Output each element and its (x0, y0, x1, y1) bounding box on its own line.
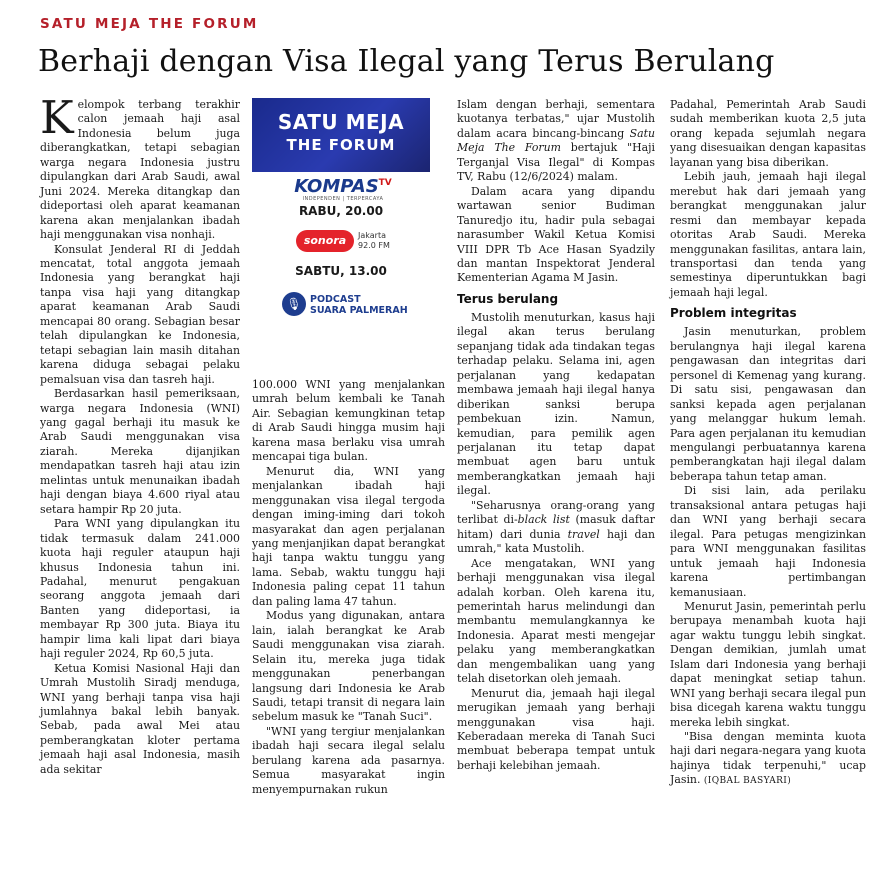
paragraph: Jasin menuturkan, problem berulangnya haji ilegal karena pengawasan dan integritas dari personel di Kemenag yang kurang. Di satu sisi, pengawasan dan sanksi kepada agen perjalanan yang melanggar hukum lemah. Para agen perjalanan itu kemudian mengulangi perbuatannya karena pemberangkatan haji ilegal dalam beberapa tahun tetap aman. (670, 325, 866, 483)
logo-line-1: SATU MEJA (277, 110, 405, 134)
paragraph: Menurut Jasin, pemerintah perlu berupaya menambah kuota haji agar waktu tunggu lebih singkat. Dengan demikian, jumlah umat Islam dari Indonesia yang berhaji dapat meningkat setiap tahun. WNI yang berhaji secara ilegal pun bisa dicegah karena waktu tunggu mereka lebih singkat. (670, 599, 866, 729)
paragraph: Dalam acara yang dipandu wartawan senior Budiman Tanuredjo itu, hadir pula sebagai narasumber Wakil Ketua Komisi VIII DPR Tb Ace Hasan Syadzily dan mantan Inspektorat Jenderal Kementerian Agama M Jasin. (457, 184, 655, 285)
kompas-tv-text: TV (378, 178, 392, 188)
paragraph: Berdasarkan hasil pemeriksaan, warga negara Indonesia (WNI) yang gagal berhaji itu masuk ke Arab Saudi menggunakan visa ziarah. Mereka dijanjikan mendapatkan tasreh haji atau izin melintas untuk menunaikan ibadah haji dengan biaya 4.600 riyal atau setara hampir Rp 20 juta. (40, 387, 240, 516)
tv-schedule: RABU, 20.00 (298, 204, 384, 218)
program-promo-box (252, 98, 430, 324)
paragraph: Para WNI yang dipulangkan itu tidak termasuk dalam 241.000 kuota haji reguler ataupun haji khusus Indonesia tahun ini. Padahal, menurut pengakuan seorang anggota jemaah dari Banten yang dideportasi, ia membayar Rp 300 juta. Biaya itu hampir lima kali lipat dari biaya haji reguler 2024, Rp 60,5 juta. (40, 517, 240, 661)
logo-line-2: THE FORUM (286, 136, 396, 154)
paragraph: Mustolih menuturkan, kasus haji ilegal akan terus berulang sepanjang tidak ada tindakan tegas terhadap pelaku. Selama ini, agen perjalanan yang kedapatan membawa jemaah haji ilegal hanya diberikan sanksi berupa pembekuan izin. Namun, kemudian, para pemilik agen perjalanan itu tetap dapat membuat agen baru untuk memberangkatkan jemaah haji ilegal. (457, 310, 655, 498)
text-run: "Bisa dengan meminta kuota haji dari negara-negara yang kuota hajinya tidak terpenuhi," ucap Jasin. (670, 730, 866, 787)
program-title-italic: Satu Meja The Forum (457, 126, 655, 155)
paragraph (457, 98, 655, 185)
subheading: Terus berulang (457, 291, 559, 306)
satu-meja-logo (252, 98, 430, 172)
paragraph: Padahal, Pemerintah Arab Saudi sudah memberikan kuota 2,5 juta orang kepada sejumlah negara yang disesuaikan dengan kapasitas layanan yang bisa diberikan. (670, 98, 866, 169)
text-run: Islam dengan berhaji, sementara kuotanya terbatas," ujar Mustolih dalam acara bincang-bincang (457, 98, 655, 140)
sonora-logo: sonora (296, 230, 354, 252)
paragraph: Menurut dia, WNI yang menjalankan ibadah haji menggunakan visa ilegal tergoda dengan iming-iming dari tokoh masyarakat dan agen perjalanan yang menjanjikan dapat berangkat haji tanpa waktu tunggu yang lama. Sebab, waktu tunggu haji Indonesia paling cepat 11 tahun dan paling lama 47 tahun. (252, 464, 445, 608)
paragraph: 100.000 WNI yang menjalankan umrah belum kembali ke Tanah Air. Sebagian kemungkinan tetap di Arab Saudi hingga musim haji karena masa berlaku visa umrah mencapai tiga bulan. (252, 378, 445, 464)
kompas-tv-logo (288, 176, 398, 197)
text-run: haji dan umrah," kata Mustolih. (457, 527, 655, 556)
paragraph: Ace mengatakan, WNI yang berhaji menggunakan visa ilegal adalah korban. Oleh karena itu, pemerintah harus melindungi dan membantu memulangkannya ke Indonesia. Aparat mesti mengejar pelaku yang memberangkatkan dan mengembalikan uang yang telah disetorkan oleh jemaah. (457, 556, 655, 686)
paragraph: Modus yang digunakan, antara lain, ialah berangkat ke Arab Saudi menggunakan visa ziarah. Selain itu, mereka juga tidak menggunakan penerbangan langsung dari Indonesia ke Arab Saudi, tetapi transit di negara lain sebelum masuk ke "Tanah Suci". (252, 609, 445, 724)
italic-term: black list (517, 513, 570, 527)
paragraph (457, 499, 655, 557)
paragraph-text: elompok terbang terakhir calon jemaah haji asal Indonesia belum juga diberangkatkan, tetapi sebagian warga negara Indonesia justru dipulangkan dari Arab Saudi, awal Juni 2024. Mereka ditangkap dan dideportasi oleh aparat keamanan karena akan menjalankan ibadah haji menggunakan visa nonhaji. (40, 98, 240, 242)
section-rubric: SATU MEJA THE FORUM (40, 16, 259, 32)
podcast-badge (282, 292, 430, 320)
paragraph: Konsulat Jenderal RI di Jeddah mencatat, total anggota jemaah Indonesia yang berangkat haji tanpa visa haji yang ditangkap aparat keamanan Arab Saudi mencapai 80 orang. Sebagian besar telah dipulangkan ke Indonesia, tetapi sebagian lain masih ditahan karena diduga sebagai pelaku pemalsuan visa dan tasreh haji. (40, 242, 240, 386)
article-column-1 (40, 91, 240, 777)
article-column-2 (252, 378, 445, 797)
paragraph: Lebih jauh, jemaah haji ilegal merebut hak dari jemaah yang berangkat menggunakan jalur resmi dan membayar kepada otoritas Arab Saudi. Mereka menggunakan fasilitas, antara lain, transportasi dan tenda yang semestinya diperuntukkan bagi jemaah haji legal. (670, 170, 866, 299)
podcast-label (310, 294, 408, 316)
text-run: "Seharusnya orang-orang yang terlibat di- (457, 498, 655, 527)
author-credit: (IQBAL BASYARI) (703, 776, 792, 787)
lead-paragraph (40, 91, 240, 243)
paragraph (670, 730, 866, 789)
podcast-line-1: PODCAST (310, 294, 361, 305)
article-column-4 (670, 98, 866, 789)
sonora-frequency (358, 231, 390, 251)
text-run: bertajuk "Haji Terganjal Visa Ilegal" di Kompas TV, Rabu (12/6/2024) malam. (457, 141, 655, 184)
paragraph: Di sisi lain, ada perilaku transaksional antara petugas haji dan WNI yang berhaji secara ilegal. Para petugas mengizinkan para WNI menggunakan fasilitas untuk jemaah haji Indonesia karena pertimbangan kemanusiaan. (670, 484, 866, 599)
text-run: (masuk daftar hitam) dari dunia (457, 513, 655, 541)
article-headline: Berhaji dengan Visa Ilegal yang Terus Berulang (38, 44, 775, 79)
podcast-icon: 🎙 (282, 292, 306, 316)
sonora-freq-text: 92.0 FM (358, 241, 390, 250)
paragraph: Menurut dia, jemaah haji ilegal merugikan jemaah yang berhaji menggunakan visa haji. Keberadaan mereka di Tanah Suci membuat beberapa tempat untuk berhaji kelebihan jemaah. (457, 686, 655, 772)
drop-cap: K (40, 91, 74, 144)
paragraph: Ketua Komisi Nasional Haji dan Umrah Mustolih Siradj menduga, WNI yang berhaji tanpa visa haji jumlahnya bakal lebih banyak. Sebab, pada awal Mei atau pemberangkatan kloter pertama jemaah haji asal Indonesia, masih ada sekitar (40, 661, 240, 776)
kompas-brand-text: KOMPAS (294, 176, 379, 197)
kompas-tagline: INDEPENDEN | TERPERCAYA (302, 196, 384, 202)
italic-term: travel (567, 527, 600, 541)
subheading: Problem integritas (670, 306, 797, 321)
article-column-3 (457, 98, 655, 773)
sonora-city: Jakarta (358, 231, 386, 240)
radio-schedule: SABTU, 13.00 (295, 264, 387, 278)
podcast-line-2: SUARA PALMERAH (310, 305, 408, 316)
paragraph: "WNI yang tergiur menjalankan ibadah haji secara ilegal selalu berulang karena ada pasarnya. Semua masyarakat ingin menyempurnakan rukun (252, 724, 445, 796)
